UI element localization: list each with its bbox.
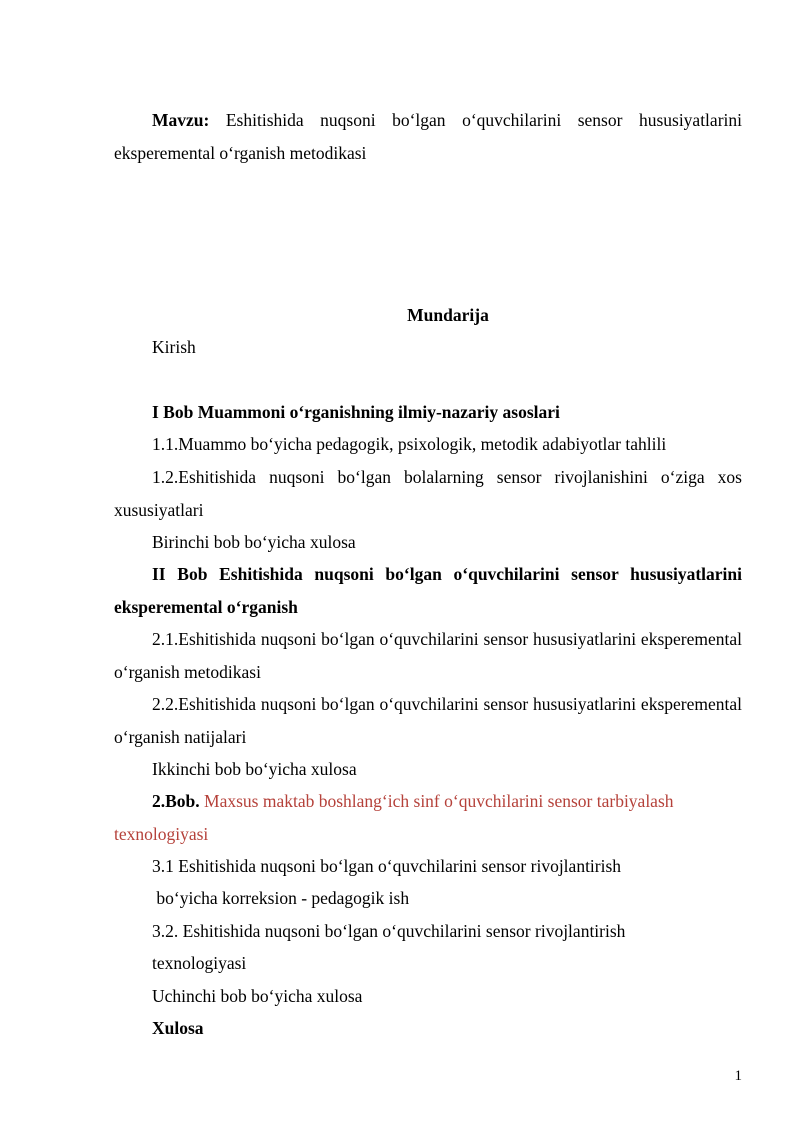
chapter3-title: Maxsus maktab boshlang‘ich sinf o‘quvchilarini sensor tarbiyalash texnologiyasi bbox=[114, 791, 674, 844]
chapter3-section1-line2: bo‘yicha korreksion - pedagogik ish bbox=[152, 888, 410, 908]
chapter1-section1: 1.1.Muammo bo‘yicha pedagogik, psixologik, metodik adabiyotlar tahlili bbox=[152, 434, 667, 454]
toc-conclusion: Xulosa bbox=[152, 1018, 204, 1038]
chapter3-heading bbox=[114, 785, 734, 850]
page-number: 1 bbox=[734, 1068, 742, 1084]
topic-text: Eshitishida nuqsoni bo‘lgan o‘quvchilarini sensor hususiyatlarini eksperemental o‘rganish metodikasi bbox=[114, 110, 742, 163]
toc-intro: Kirish bbox=[152, 337, 196, 357]
chapter1-section2: 1.2.Eshitishida nuqsoni bo‘lgan bolalarning sensor rivojlanishini o‘ziga xos xususiyatlari bbox=[114, 467, 742, 520]
chapter3-section1-line1: 3.1 Eshitishida nuqsoni bo‘lgan o‘quvchilarini sensor rivojlantirish bbox=[152, 856, 622, 876]
chapter3-summary: Uchinchi bob bo‘yicha xulosa bbox=[152, 986, 363, 1006]
chapter1-summary: Birinchi bob bo‘yicha xulosa bbox=[152, 532, 356, 552]
chapter2-section2: 2.2.Eshitishida nuqsoni bo‘lgan o‘quvchilarini sensor hususiyatlarini eksperemental o‘rganish natijalari bbox=[114, 694, 742, 747]
topic-paragraph bbox=[114, 104, 742, 169]
chapter2-title: II Bob Eshitishida nuqsoni bo‘lgan o‘quvchilarini sensor hususiyatlarini eksperemental o‘rganish bbox=[114, 564, 742, 617]
chapter2-summary: Ikkinchi bob bo‘yicha xulosa bbox=[152, 759, 357, 779]
chapter3-section2-line2: texnologiyasi bbox=[152, 953, 247, 973]
chapter1-title: I Bob Muammoni o‘rganishning ilmiy-nazariy asoslari bbox=[152, 402, 560, 422]
chapter3-section2-line1: 3.2. Eshitishida nuqsoni bo‘lgan o‘quvchilarini sensor rivojlantirish bbox=[152, 921, 626, 941]
toc-heading: Mundarija bbox=[407, 305, 489, 325]
topic-label: Mavzu: bbox=[152, 110, 210, 130]
chapter3-label: 2.Bob. bbox=[152, 791, 200, 811]
chapter2-section1: 2.1.Eshitishida nuqsoni bo‘lgan o‘quvchilarini sensor hususiyatlarini eksperemental o‘rganish metodikasi bbox=[114, 629, 742, 682]
